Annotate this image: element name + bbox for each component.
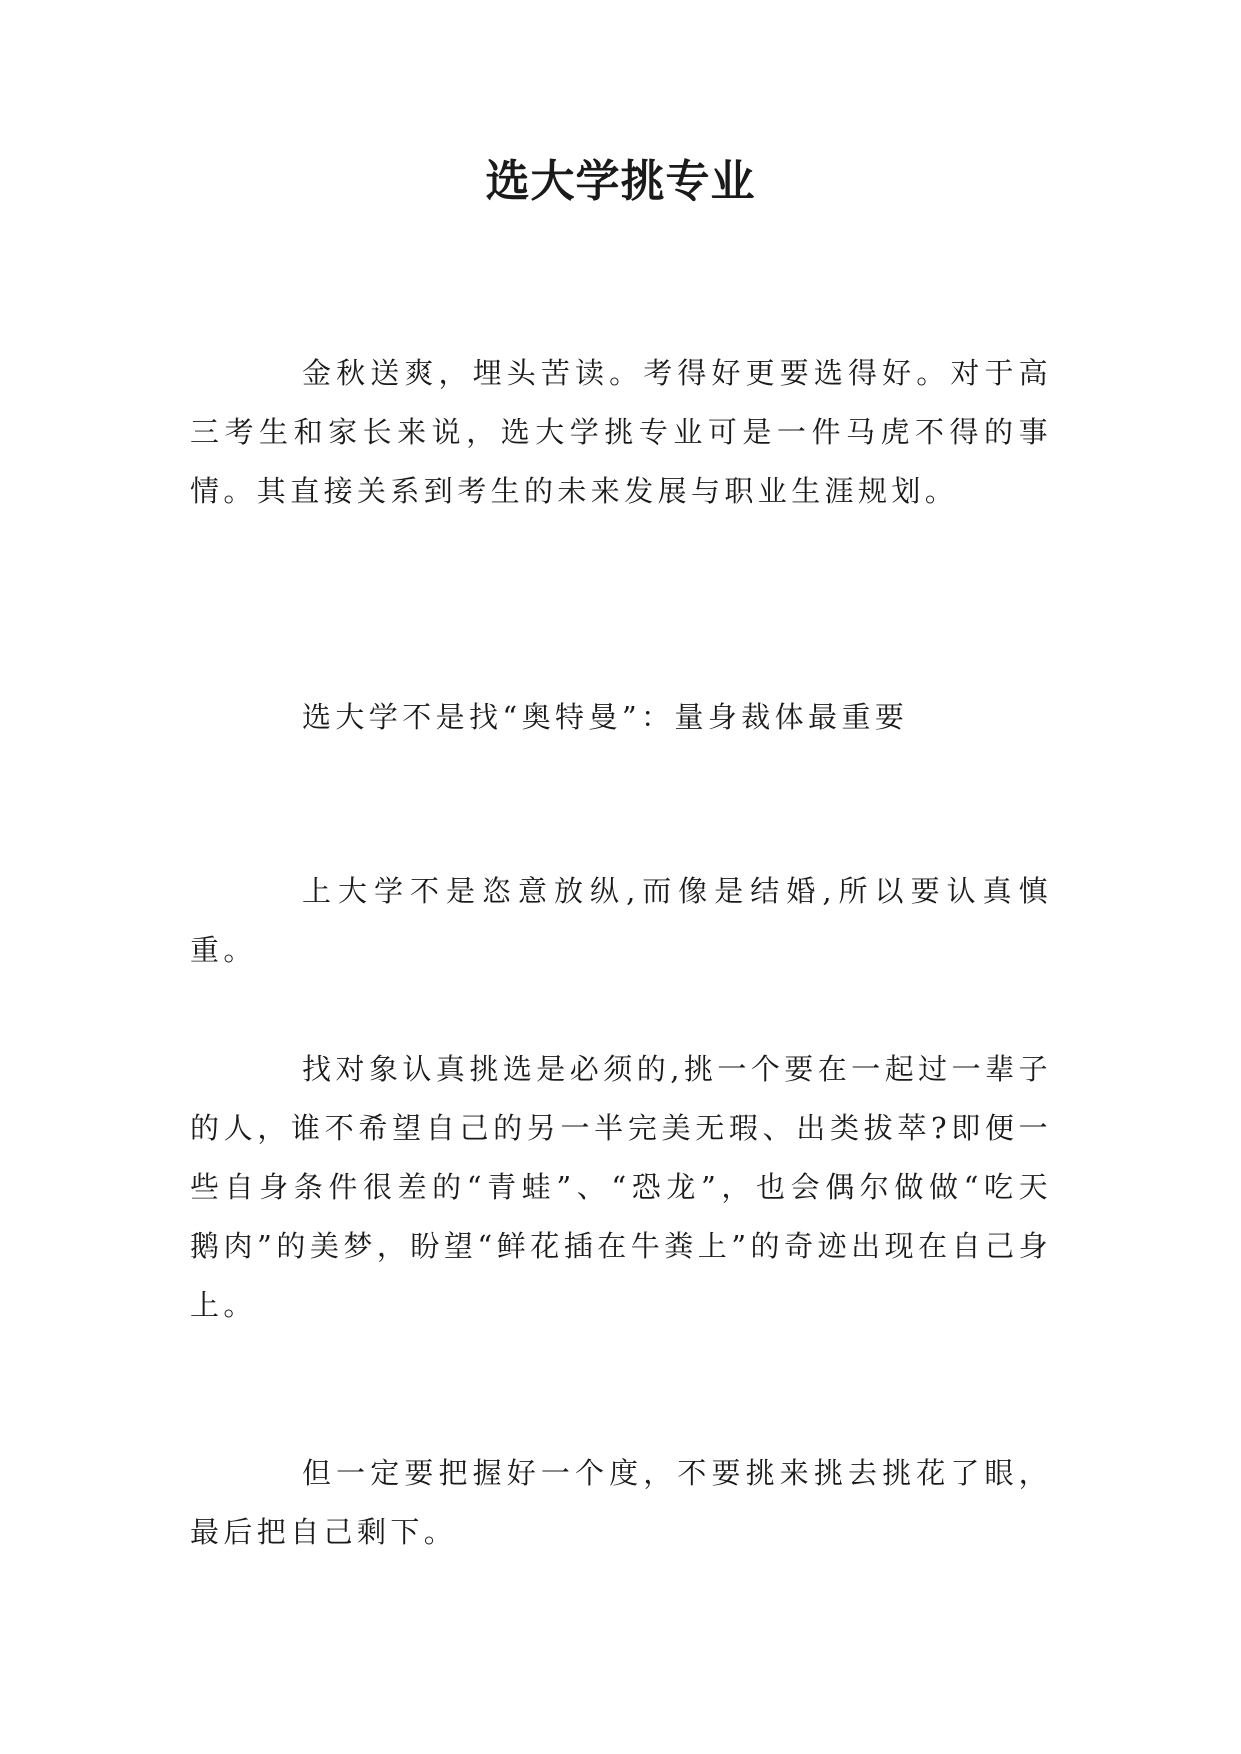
paragraph: 上大学不是恣意放纵,而像是结婚,所以要认真慎重。 [190,874,1052,967]
paragraph-intro: 金秋送爽，埋头苦读。考得好更要选得好。对于高三考生和家长来说，选大学挑专业可是一件马虎不得的事情。其直接关系到考生的未来发展与职业生涯规划。 [190,356,1052,508]
document-title: 选大学挑专业 [485,156,756,207]
paragraph: 找对象认真挑选是必须的,挑一个要在一起过一辈子的人，谁不希望自己的另一半完美无瑕、出类拔萃?即便一些自身条件很差的“青蛙”、“恐龙”，也会偶尔做做“吃天鹅肉”的美梦，盼望“鲜花插在牛粪上”的奇迹出现在自己身上。 [190,1052,1052,1322]
section-heading: 选大学不是找“奥特曼”：量身裁体最重要 [302,700,909,734]
paragraph: 但一定要把握好一个度，不要挑来挑去挑花了眼，最后把自己剩下。 [190,1456,1052,1549]
